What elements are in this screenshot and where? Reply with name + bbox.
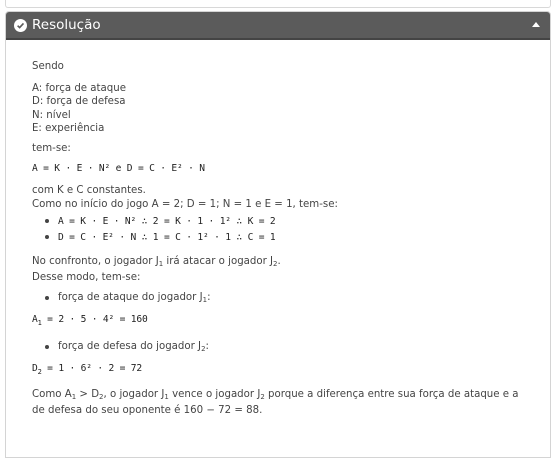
desse-modo-text: Desse modo, tem-se:: [32, 272, 141, 284]
definition-n: N: nível: [32, 109, 71, 121]
definition-a: A: força de ataque: [32, 83, 126, 95]
check-circle-icon: [14, 19, 27, 32]
resolution-panel: [5, 11, 551, 458]
confronto-text: No confronto, o jogador $J_1$ irá atacar o jogador $J_2$.: [32, 255, 281, 268]
defesa-equation: $D_2 = 1 \cdot 6^2 \cdot 2 = 72$: [32, 362, 142, 376]
conclusion-text: Como $A_1 > D_2$, o jogador $J_1$ vence o jogador $J_2$ porque a diferença entre sua força de ataque e a de defesa do seu oponente é 160 − 72 = 88.: [32, 389, 519, 417]
defesa-label: força de defesa do jogador $J_2$:: [32, 340, 550, 356]
constants-text: com K e C constantes.: [32, 185, 146, 197]
intro-text: Sendo: [32, 61, 64, 72]
bullet-c: D = C · E² · N ∴ 1 = C · 1² · 1 ∴ C = 1: [32, 230, 550, 246]
initial-conditions-text: Como no início do jogo A = 2; D = 1; N = 1 e E = 1, tem-se:: [32, 198, 338, 210]
collapse-arrow-icon[interactable]: [532, 22, 540, 27]
bullet-k: A = K · E · N² ∴ 2 = K · 1 · 1² ∴ K = 2: [32, 214, 550, 230]
ataque-label: força de ataque do jogador $J_1$:: [32, 291, 550, 307]
tem-se-text: tem-se:: [32, 143, 71, 155]
previous-card-edge: [5, 0, 551, 8]
definition-e: E: experiência: [32, 122, 105, 134]
definition-d: D: força de defesa: [32, 96, 126, 108]
ataque-equation: $A_1 = 2 \cdot 5 \cdot 4^2 = 160$: [32, 314, 148, 328]
panel-title: Resolução: [32, 17, 101, 33]
equation-a-d: A = K · E · N² e D = C · E² · N: [32, 163, 205, 175]
resolution-content: [6, 40, 550, 417]
resolution-panel-header[interactable]: [6, 12, 550, 40]
